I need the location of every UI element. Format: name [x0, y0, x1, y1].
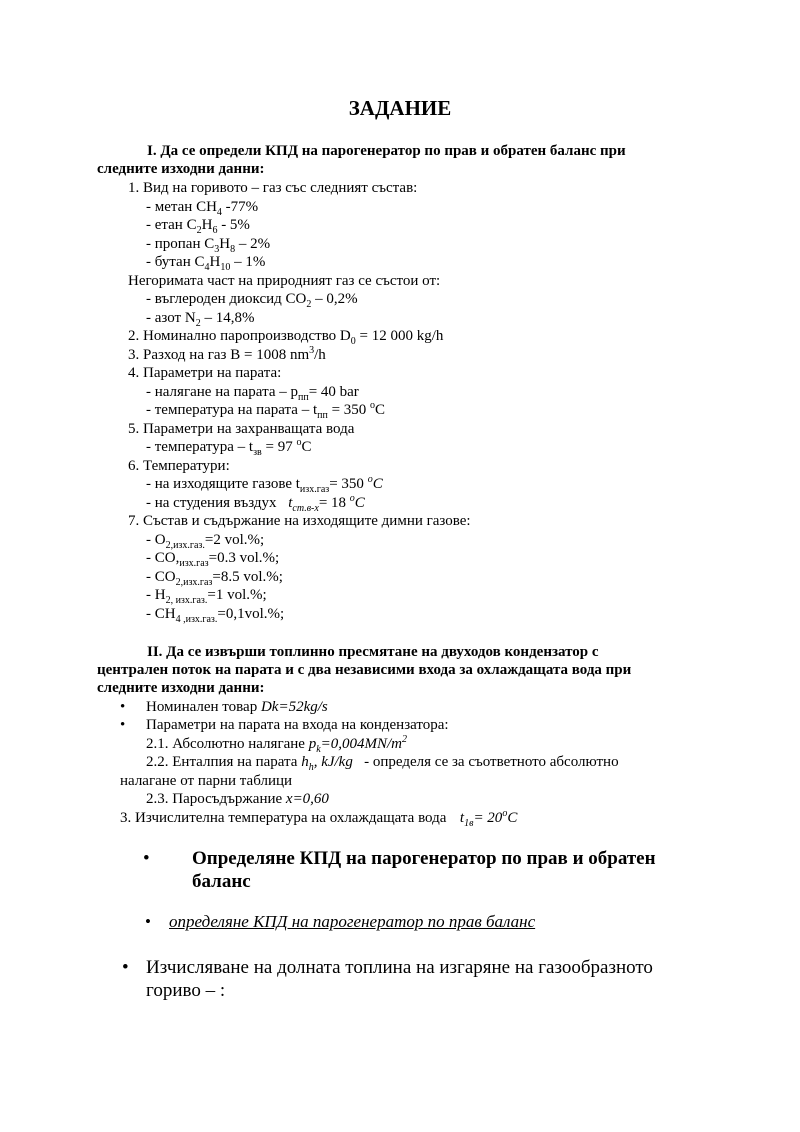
propane-line: - пропан $C_3H_8 - 2\%$	[146, 236, 271, 255]
page-title: ЗАДАНИЕ	[348, 96, 452, 120]
ethane-line: - етан $C_2H_6 - 5\%$	[146, 217, 250, 236]
item-7: 7. Състав и съдържание на изходящите димни газове:	[128, 513, 471, 529]
lower-heat-heading: Изчисляване на долната топлина на изгаряне на газообразното	[146, 957, 653, 978]
co2gas-line: - $CO_{2,изх.газ}=8.5$ vol.%;	[146, 569, 283, 588]
cold-air-line: - на студения въздух $t_{ст.в-х}= 18$ $^o$C	[146, 493, 365, 514]
n2-line: - азот $N_2 - 14,8\%$	[146, 310, 255, 329]
steam-content-line: 2.3. Паросъдържание x=0,60	[146, 791, 329, 807]
section1-heading-cont: следните изходни данни:	[97, 161, 265, 177]
steam-params-line: Параметри на парата на входа на кондензатора:	[146, 717, 449, 733]
lower-heat-heading-cont: гориво – :	[146, 980, 226, 1001]
heading-bullet-2: •	[145, 912, 151, 931]
abs-pressure-line: 2.1. Абсолютно налягане $p_k=0,004MN/m^2$	[146, 734, 408, 755]
heading-bullet-3: •	[122, 957, 129, 978]
section2-heading-cont2: следните изходни данни:	[97, 680, 265, 696]
section1-heading: I. Да се определи КПД на парогенератор по прав и обратен баланс при	[147, 143, 626, 159]
exhaust-temp-line: - на изходящите газове $t_{изх.газ}= 350$ $^o$C	[146, 474, 383, 495]
item-6: 6. Температури:	[128, 458, 230, 474]
item-3: 3. Разход на газ B = 1008 $nm^3/h$	[128, 345, 326, 363]
enthalpy-line-cont: налагане от парни таблици	[120, 773, 293, 789]
co-line: - $CO,_{изх.газ}=0.3$ vol.%;	[146, 550, 280, 569]
h2-line: - $H_{2, изх.газ.}=1$ vol.%;	[146, 587, 267, 606]
cooling-water-temp-line: 3. Изчислителна температура на охлаждащата вода $t_{1в}= 20^oC$	[120, 808, 518, 829]
water-temp-line: - температура – $t_{зв} = 97$ $^o$C	[146, 437, 312, 458]
ch4-line: - $CH_{4 ,изх.газ.}=0,1vol.\%$;	[146, 606, 285, 625]
noncombustible-heading: Негоримата част на природният газ се състои от:	[128, 273, 441, 289]
section2-heading-cont: централен поток на парата и с два независими входа за охлаждащата вода при	[97, 662, 632, 678]
direct-balance-subheading: определяне КПД на парогенератор по прав баланс	[169, 912, 536, 931]
pressure-line: - налягане на парата – $p_{пп}= 40$ bar	[146, 384, 359, 403]
o2-line: - $O_{2,изх.газ.}=2$ vol.%;	[146, 532, 265, 551]
enthalpy-line: 2.2. Енталпия на парата $h_h$, kJ/kg - определя се за съответното абсолютно	[146, 754, 619, 773]
efficiency-heading: Определяне КПД на парогенератор по прав и обратен	[192, 848, 656, 869]
bullet-2: •	[120, 717, 126, 733]
butane-line: - бутан $C_4H_{10} - 1\%$	[146, 254, 266, 273]
steam-temp-line: - температура на парата – $t_{пп} = 350$ $^o$C	[146, 400, 386, 421]
item-4: 4. Параметри на парата:	[128, 365, 282, 381]
heading-bullet-1: •	[143, 848, 150, 869]
efficiency-heading-cont: баланс	[192, 871, 251, 892]
item-2: 2. Номинално паропроизводство $D_0 = 12$ 000 kg/h	[128, 328, 444, 347]
item-1: 1. Вид на горивото – газ със следният състав:	[128, 180, 418, 196]
methane-line: - метан $CH_4$ -77%	[146, 199, 259, 218]
section2-heading: II. Да се извърши топлинно пресмятане на двуходов кондензатор с	[147, 644, 599, 660]
bullet-1: •	[120, 699, 126, 715]
co2-line: - въглероден диоксид $CO_2 - 0,2\%$	[146, 291, 358, 310]
nominal-load-line: Номинален товар Dk=52kg/s	[146, 699, 328, 715]
item-5: 5. Параметри на захранващата вода	[128, 421, 355, 437]
